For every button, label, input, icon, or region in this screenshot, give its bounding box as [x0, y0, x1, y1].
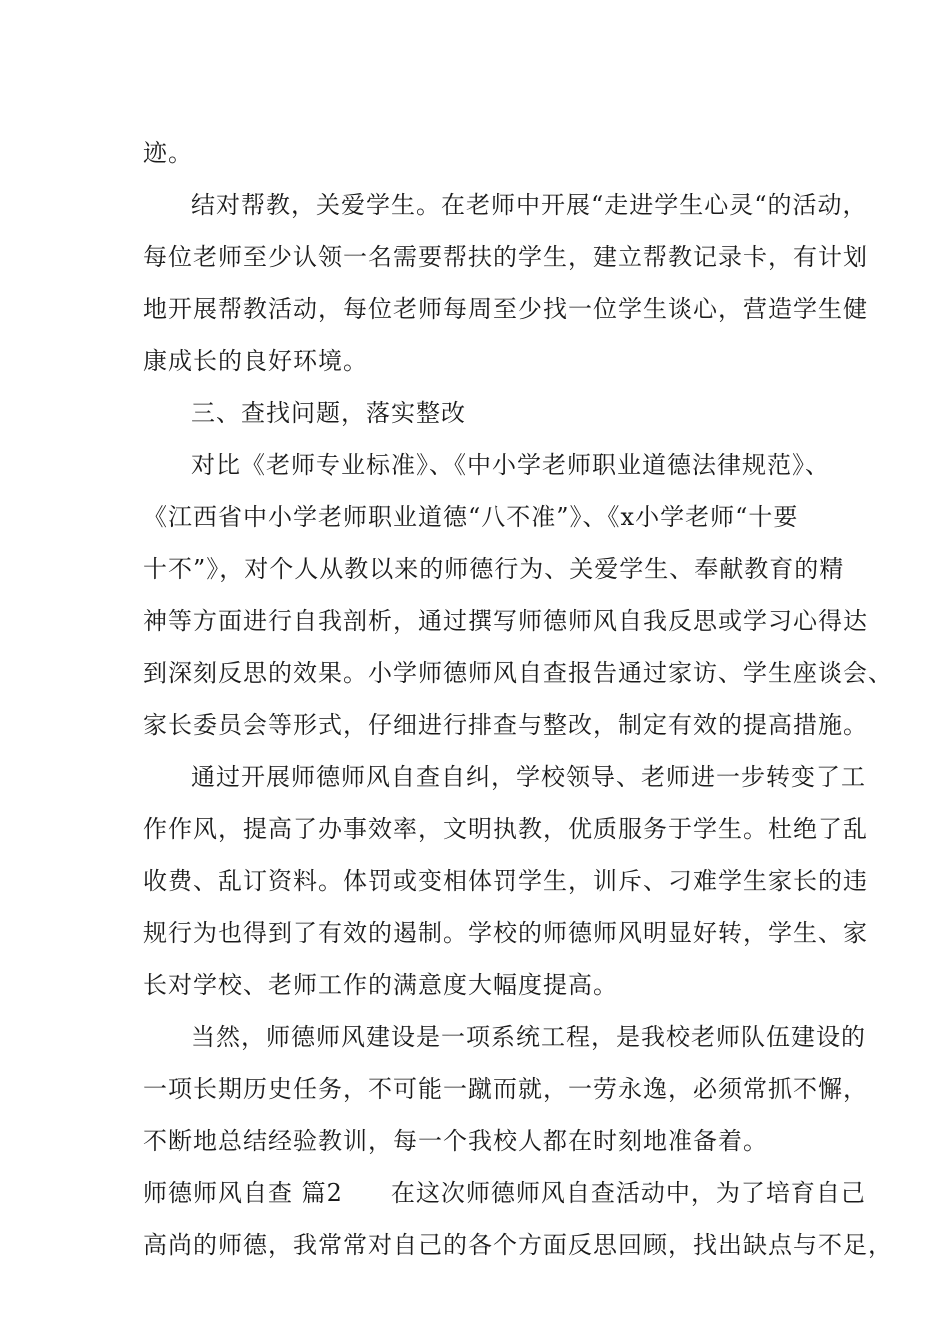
- text-line: 规行为也得到了有效的遏制。学校的师德师风明显好转，学生、家: [143, 919, 868, 947]
- section2-line: [143, 1177, 866, 1209]
- text-line: 康成长的良好环境。: [143, 347, 368, 375]
- text-line: 地开展帮教活动，每位老师每周至少找一位学生谈心，营造学生健: [143, 295, 868, 323]
- text-line: 《江西省中小学老师职业道德“八不准”》、《x小学老师“十要: [143, 503, 799, 531]
- text-line: 家长委员会等形式，仔细进行排查与整改，制定有效的提高措施。: [143, 711, 868, 739]
- text-line: 结对帮教，关爱学生。在老师中开展“走进学生心灵“的活动，: [191, 191, 868, 219]
- text-line: 当然，师德师风建设是一项系统工程，是我校老师队伍建设的: [191, 1023, 866, 1051]
- text-line: 作作风，提高了办事效率，文明执教，优质服务于学生。杜绝了乱: [143, 815, 868, 843]
- text-line: 高尚的师德，我常常对自己的各个方面反思回顾，找出缺点与不足，: [143, 1231, 893, 1259]
- text-line: 到深刻反思的效果。小学师德师风自查报告通过家访、学生座谈会、: [143, 659, 893, 687]
- text-line: 一项长期历史任务，不可能一蹴而就，一劳永逸，必须常抓不懈，: [143, 1075, 868, 1103]
- text-line: 通过开展师德师风自查自纠，学校领导、老师进一步转变了工: [191, 763, 866, 791]
- text-line: 神等方面进行自我剖析，通过撰写师德师风自我反思或学习心得达: [143, 607, 868, 635]
- section-heading: 三、查找问题，落实整改: [191, 399, 466, 427]
- text-line: 十不”》，对个人从教以来的师德行为、关爱学生、奉献教育的精: [143, 555, 845, 583]
- section2-first-line: 在这次师德师风自查活动中，为了培育自己: [390, 1179, 866, 1207]
- section2-title: 师德师风自查 篇2: [143, 1179, 343, 1207]
- text-line: 迹。: [143, 139, 193, 167]
- text-line: 收费、乱订资料。体罚或变相体罚学生，训斥、刁难学生家长的违: [143, 867, 868, 895]
- text-line: 长对学校、老师工作的满意度大幅度提高。: [143, 971, 618, 999]
- text-line: 对比《老师专业标准》、《中小学老师职业道德法律规范》、: [191, 451, 830, 479]
- text-line: 每位老师至少认领一名需要帮扶的学生，建立帮教记录卡，有计划: [143, 243, 868, 271]
- text-line: 不断地总结经验教训，每一个我校人都在时刻地准备着。: [143, 1127, 768, 1155]
